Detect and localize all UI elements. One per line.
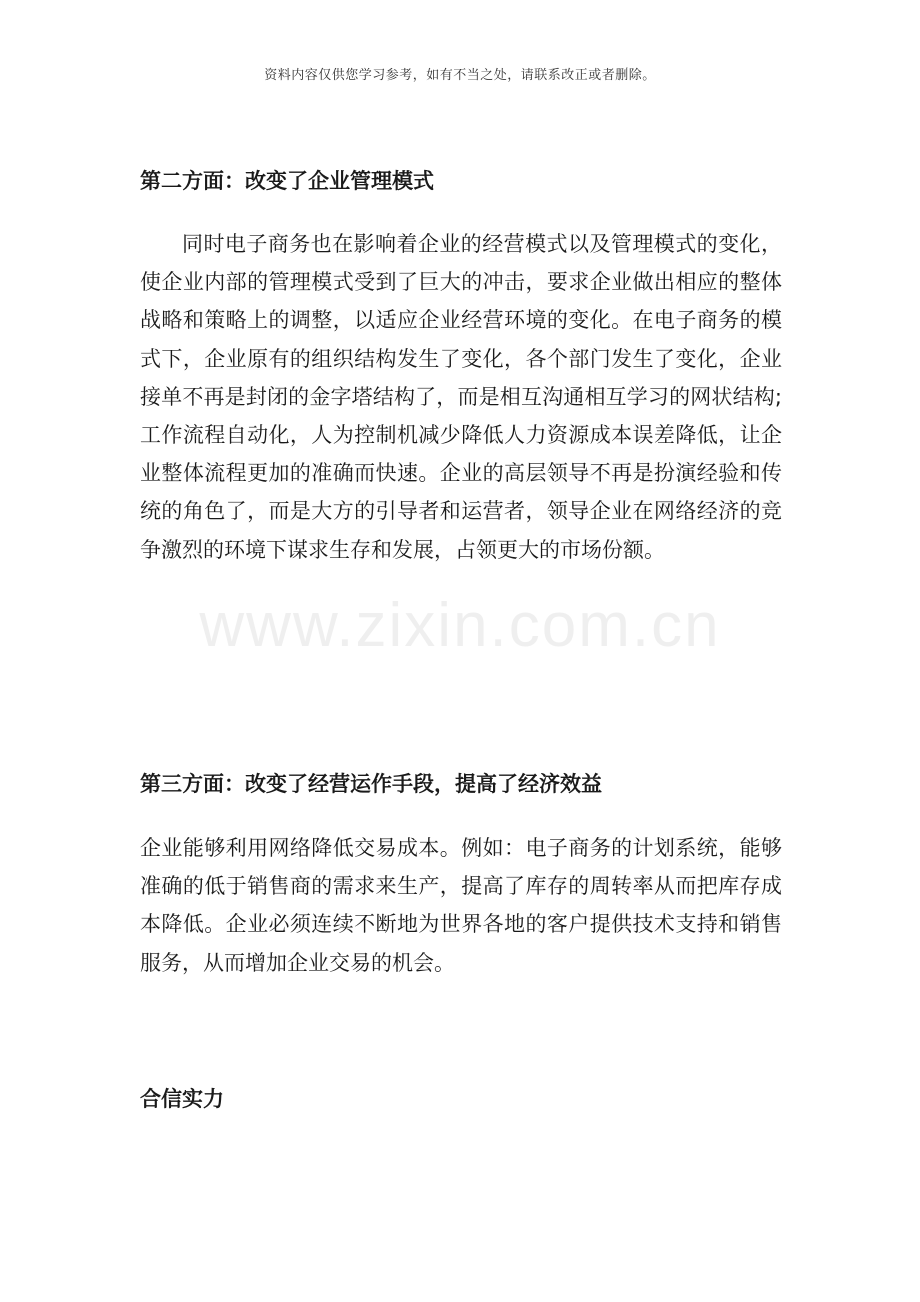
section-heading-strength: 合信实力 [140, 1087, 224, 1111]
section-heading-operations: 第三方面：改变了经营运作手段，提高了经济效益 [140, 772, 602, 796]
watermark: www.zixin.com.cn [199, 591, 721, 660]
section-paragraph-operations: 企业能够利用网络降低交易成本。例如：电子商务的计划系统，能够准确的低于销售商的需求来生产，提高了库存的周转率从而把库存成本降低。企业必须连续不断地为世界各地的客户提供技术支持和销售服务，从而增加企业交易的机会。 [140, 836, 782, 975]
section-heading-management: 第二方面：改变了企业管理模式 [140, 169, 434, 193]
section-paragraph-management: 同时电子商务也在影响着企业的经营模式以及管理模式的变化，使企业内部的管理模式受到了巨大的冲击，要求企业做出相应的整体战略和策略上的调整，以适应企业经营环境的变化。在电子商务的模式下，企业原有的组织结构发生了变化，各个部门发生了变化，企业接单不再是封闭的金字塔结构了，而是相互沟通相互学习的网状结构;工作流程自动化，人为控制机减少降低人力资源成本误差降低，让企业整体流程更加的准确而快速。企业的高层领导不再是扮演经验和传统的角色了，而是大方的引导者和运营者，领导企业在网络经济的竞争激烈的环境下谋求生存和发展，占领更大的市场份额。 [140, 232, 782, 562]
header-note: 资料内容仅供您学习参考，如有不当之处，请联系改正或者删除。 [264, 68, 656, 83]
